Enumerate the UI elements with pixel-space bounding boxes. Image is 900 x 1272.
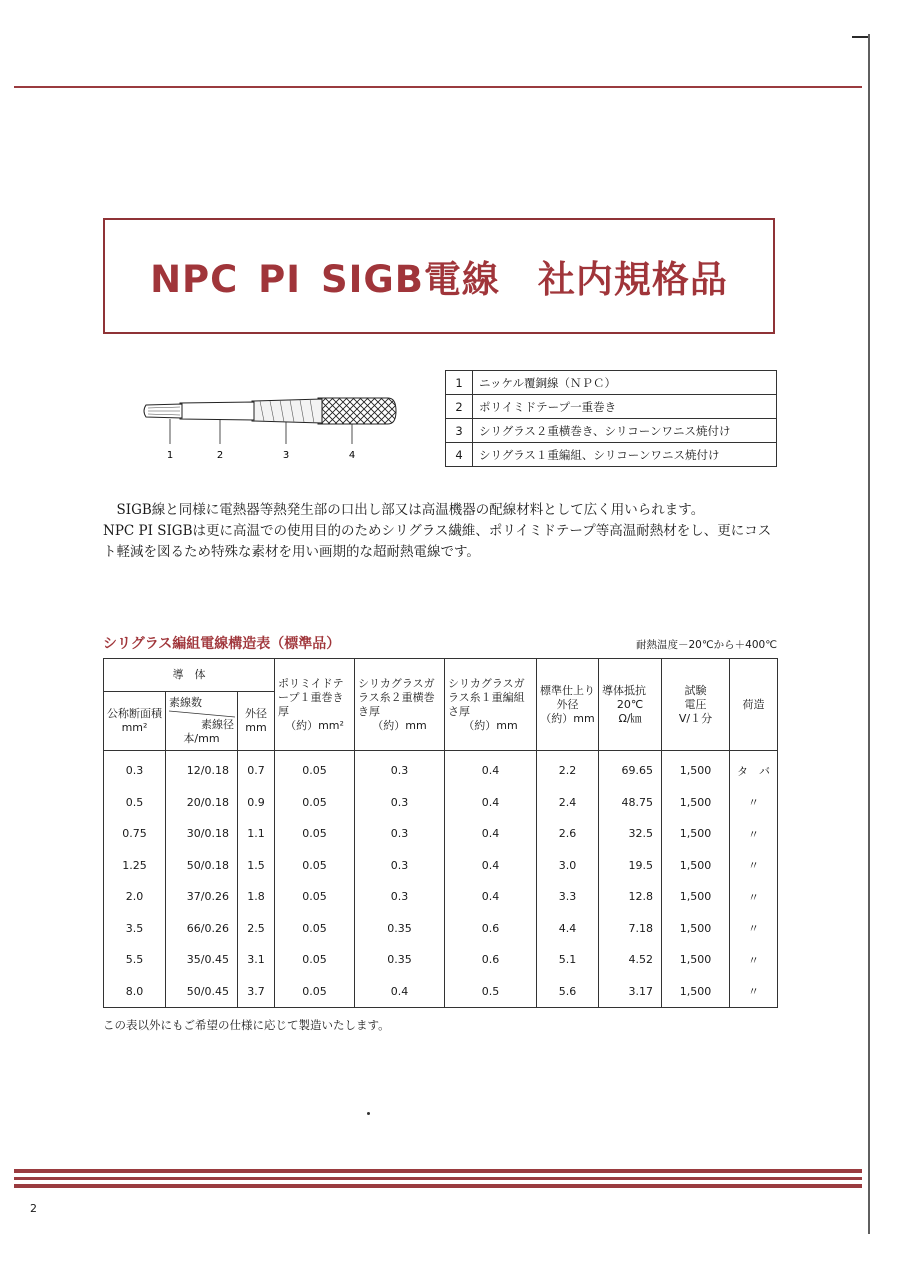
table-cell: 0.75 xyxy=(104,818,166,850)
table-cell: 35/0.45 xyxy=(166,944,238,976)
table-cell: 3.3 xyxy=(537,881,599,913)
description-paragraph xyxy=(103,500,783,563)
table-cell: 3.0 xyxy=(537,850,599,882)
layer-row: 2 ポリイミドテープ一重巻き xyxy=(446,395,777,419)
table-cell: 7.18 xyxy=(599,913,662,945)
table-cell: 〃 xyxy=(730,944,778,976)
table-cell: 4.52 xyxy=(599,944,662,976)
table-cell: 1.5 xyxy=(238,850,275,882)
header-od: 外径 mm xyxy=(238,692,275,751)
header-silica-2: シリカグラスガラス糸２重横巻き厚 （約）mm xyxy=(355,659,445,751)
top-rule xyxy=(14,86,862,88)
table-cell: 0.05 xyxy=(275,944,355,976)
table-cell: 2.6 xyxy=(537,818,599,850)
table-cell: 30/0.18 xyxy=(166,818,238,850)
table-row xyxy=(104,850,778,882)
table-cell: 0.6 xyxy=(445,944,537,976)
table-cell: 1,500 xyxy=(662,913,730,945)
table-cell: 2.2 xyxy=(537,751,599,787)
table-cell: 0.35 xyxy=(355,913,445,945)
table-cell: 50/0.18 xyxy=(166,850,238,882)
page-number: 2 xyxy=(30,1202,37,1215)
layer-row: 4 シリグラス１重編組、シリコーンワニス焼付け xyxy=(446,443,777,467)
table-cell: 8.0 xyxy=(104,976,166,1008)
table-cell: 0.05 xyxy=(275,913,355,945)
page-edge-mark xyxy=(852,36,868,38)
layer-row: 1 ニッケル覆銅線（ＮＰＣ） xyxy=(446,371,777,395)
table-cell: 1,500 xyxy=(662,944,730,976)
table-row xyxy=(104,818,778,850)
table-row xyxy=(104,787,778,819)
table-cell: 4.4 xyxy=(537,913,599,945)
table-cell: 0.05 xyxy=(275,881,355,913)
table-cell: 0.4 xyxy=(445,787,537,819)
table-cell: 1,500 xyxy=(662,787,730,819)
table-row xyxy=(104,751,778,787)
footer-band xyxy=(14,1169,862,1173)
table-cell: 〃 xyxy=(730,818,778,850)
table-cell: 0.5 xyxy=(445,976,537,1008)
table-cell: 0.05 xyxy=(275,787,355,819)
wire-layer-4 xyxy=(318,398,396,424)
footer-band xyxy=(14,1177,862,1180)
table-cell: 0.9 xyxy=(238,787,275,819)
table-cell: タ バ xyxy=(730,751,778,787)
table-cell: 12.8 xyxy=(599,881,662,913)
table-cell: 19.5 xyxy=(599,850,662,882)
table-cell: 0.05 xyxy=(275,850,355,882)
wire-layer-2 xyxy=(180,402,254,420)
table-cell: 0.4 xyxy=(445,818,537,850)
table-row xyxy=(104,976,778,1008)
stray-dot xyxy=(367,1112,370,1115)
table-cell: 1,500 xyxy=(662,751,730,787)
table-cell: 50/0.45 xyxy=(166,976,238,1008)
table-cell: 0.3 xyxy=(355,850,445,882)
table-cell: 0.3 xyxy=(355,881,445,913)
table-row xyxy=(104,913,778,945)
header-resistance: 導体抵抗 20℃ Ω/㎞ xyxy=(599,659,662,751)
table-cell: 〃 xyxy=(730,850,778,882)
wire-structure-illustration xyxy=(140,388,400,468)
table-cell: 0.35 xyxy=(355,944,445,976)
title-box xyxy=(103,218,775,334)
wire-label-2: 2 xyxy=(216,450,224,461)
table-cell: 5.6 xyxy=(537,976,599,1008)
table-cell: 〃 xyxy=(730,787,778,819)
table-cell: 0.4 xyxy=(445,881,537,913)
table-cell: 0.3 xyxy=(355,787,445,819)
table-cell: 0.05 xyxy=(275,818,355,850)
table-cell: 〃 xyxy=(730,881,778,913)
strand-divider xyxy=(169,710,235,718)
table-cell: 66/0.26 xyxy=(166,913,238,945)
description-line: SIGB線と同様に電熱器等熱発生部の口出し部又は高温機器の配線材料として広く用いられます。 xyxy=(116,502,705,518)
table-cell: 1,500 xyxy=(662,850,730,882)
table-title: シリグラス編組電線構造表（標準品） xyxy=(103,636,341,652)
table-cell: 2.4 xyxy=(537,787,599,819)
table-cell: 48.75 xyxy=(599,787,662,819)
layer-row: 3 シリグラス２重横巻き、シリコーンワニス焼付け xyxy=(446,419,777,443)
wire-layer-3 xyxy=(252,399,322,423)
table-cell: 0.4 xyxy=(355,976,445,1008)
table-cell: 32.5 xyxy=(599,818,662,850)
description-line: NPC PI SIGBは更に高温での使用目的のためシリグラス繊維、ポリイミドテープ等高温耐熱材をし、更にコスト軽減を図るため特殊な素材を用い画期的な超耐熱電線です。 xyxy=(103,523,772,560)
table-cell: 0.7 xyxy=(238,751,275,787)
page-title: NPC PI SIGB電線 社内規格品 xyxy=(150,258,728,301)
temperature-note: 耐熱温度－20℃から＋400℃ xyxy=(636,639,777,651)
table-row xyxy=(104,881,778,913)
wire-label-4: 4 xyxy=(348,450,356,461)
wire-label-1: 1 xyxy=(166,450,174,461)
table-cell: 1,500 xyxy=(662,976,730,1008)
table-cell: 0.6 xyxy=(445,913,537,945)
table-cell: 3.1 xyxy=(238,944,275,976)
table-cell: 1.1 xyxy=(238,818,275,850)
header-test-voltage: 試験 電圧 V/１分 xyxy=(662,659,730,751)
table-cell: 1.25 xyxy=(104,850,166,882)
table-cell: 2.0 xyxy=(104,881,166,913)
table-cell: 0.05 xyxy=(275,751,355,787)
table-cell: 0.5 xyxy=(104,787,166,819)
table-cell: 1,500 xyxy=(662,818,730,850)
table-row xyxy=(104,944,778,976)
spec-table xyxy=(103,658,778,1008)
wire-label-3: 3 xyxy=(282,450,290,461)
table-cell: 37/0.26 xyxy=(166,881,238,913)
header-outer-diameter: 標準仕上り外径 （約）mm xyxy=(537,659,599,751)
table-cell: 0.4 xyxy=(445,751,537,787)
table-cell: 5.5 xyxy=(104,944,166,976)
table-cell: 69.65 xyxy=(599,751,662,787)
table-cell: 0.05 xyxy=(275,976,355,1008)
table-cell: 2.5 xyxy=(238,913,275,945)
table-cell: 0.4 xyxy=(445,850,537,882)
table-cell: 20/0.18 xyxy=(166,787,238,819)
table-cell: 〃 xyxy=(730,913,778,945)
table-cell: 0.3 xyxy=(355,751,445,787)
table-cell: 3.5 xyxy=(104,913,166,945)
table-cell: 〃 xyxy=(730,976,778,1008)
header-conductor: 導 体 xyxy=(104,659,275,692)
table-cell: 1,500 xyxy=(662,881,730,913)
header-packing: 荷造 xyxy=(730,659,778,751)
table-cell: 3.7 xyxy=(238,976,275,1008)
table-cell: 3.17 xyxy=(599,976,662,1008)
header-polyimide: ポリミイドテープ１重巻き厚 （約）mm² xyxy=(275,659,355,751)
layer-legend-table xyxy=(445,370,777,467)
table-cell: 0.3 xyxy=(104,751,166,787)
table-cell: 12/0.18 xyxy=(166,751,238,787)
table-cell: 0.3 xyxy=(355,818,445,850)
table-cell: 1.8 xyxy=(238,881,275,913)
header-area: 公称断面積 mm² xyxy=(104,692,166,751)
header-silica-1: シリカグラスガラス糸１重編組さ厚 （約）mm xyxy=(445,659,537,751)
footnote: この表以外にもご希望の仕様に応じて製造いたします。 xyxy=(103,1018,390,1032)
page-edge-line xyxy=(868,34,870,1234)
footer-band xyxy=(14,1184,862,1188)
table-cell: 5.1 xyxy=(537,944,599,976)
header-strands: 素線数 素線径 本/mm xyxy=(166,692,238,751)
